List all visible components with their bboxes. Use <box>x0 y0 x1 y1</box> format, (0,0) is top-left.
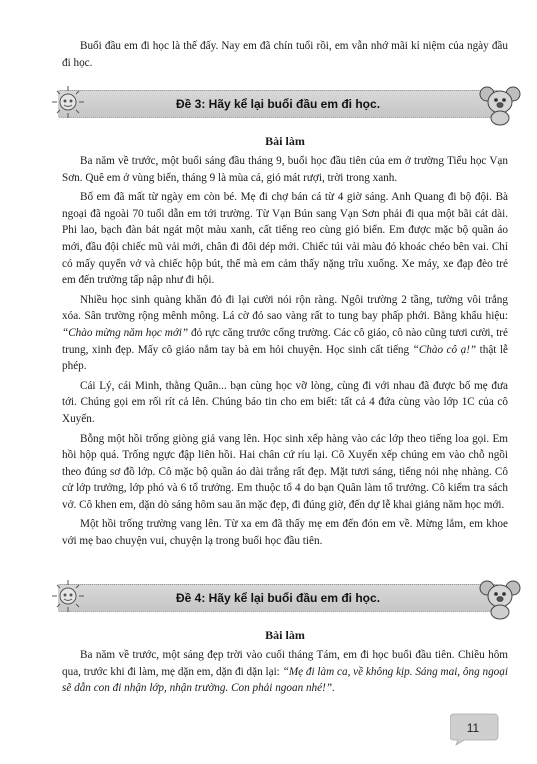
intro-paragraph: Buổi đầu em đi học là thế đấy. Nay em đã chín tuổi rồi, em vẫn nhớ mãi kỉ niệm của ngày đầu đi học. <box>62 40 508 69</box>
section3-body <box>62 153 508 553</box>
section4-heading: Bài làm <box>265 628 305 642</box>
page-number: 11 <box>466 721 480 735</box>
section3-paragraph-2: Bố em đã mất từ ngày em còn bé. Mẹ đi chợ bán cá từ 4 giờ sáng. Anh Quang đi bộ đội. Bà ngoại đã ngoài 70 tuổi dẫn em tới trường. Từ Vạn Bún sang Vạn Sơn phải đi qua một bãi cát dài. Phi lao, bạch đàn bát ngát một màu xanh, cất tiếng reo cùng gió biển. Em được mặc bộ quần áo mới, đầu đội chiếc mũ vải mới, chân đi đôi dép mới. Chiếc túi vải màu đỏ khoác chéo bên vai. Chỉ có mấy quyển vở và chiếc hộp bút, thế mà em cảm thấy nặng trĩu xuống. Xe máy, xe đạp đèo trẻ em đến trường tấp nập như đi hội. <box>62 191 508 287</box>
section3-heading: Bài làm <box>265 134 305 148</box>
section3-banner <box>48 80 518 128</box>
paragraph-text: đỏ rực căng trước cổng trường. Các cô giáo, cô nào cũng tươi cười, trẻ trung, xinh đẹp. Mấy cô giáo nắm tay bà em hỏi chuyện. Học sinh cất tiếng <box>62 326 508 356</box>
mother-quote: “Mẹ đi làm ca, về không kịp. Sáng mai, ông ngoại sẽ dẫn con đi nhận lớp, nhận trường. Con phải ngoan nhé!”. <box>62 665 508 695</box>
paragraph-text: Nhiều học sinh quàng khăn đỏ đi lại cười nói rộn ràng. Ngôi trường 2 tầng, tường vôi trắng xóa. Sân trường rộng mênh mông. Lá cờ đỏ sao vàng rất to tung bay phấp phới. Bằng khẩu hiệu: <box>62 293 508 323</box>
section3-paragraph-3 <box>62 292 508 375</box>
section3-paragraph-1: Ba năm về trước, một buổi sáng đầu tháng 9, buổi học đầu tiên của em ở trường Tiểu học Vạn Sơn. Quê em ở vùng biển, tháng 9 là mùa cá, gió mát rượi, trời trong xanh. <box>62 155 508 184</box>
section3-paragraph-5: Bỗng một hồi trống giòng giả vang lên. Học sinh xếp hàng vào các lớp theo tiếng loa gọi. Em hồi hộp quá. Trống ngực đập liên hồi. Hai chân cứ ríu lại. Cô Xuyến xếp chúng em vào chỗ ngồi theo đúng sơ đồ lớp. Cô mặc bộ quần áo dài trắng rất đẹp. Mặt tươi sáng, tiếng nói nhẹ nhàng. Cô cử lớp trưởng, lớp phó và 6 tổ trưởng. Em thuộc tổ 4 do bạn Quân làm tổ trưởng. Cô kiểm tra sách vở. Cô khen em, dặn dò sáng hôm sau ăn mặc đẹp, đi đúng giờ, đến dự lễ khai giảng năm học mới. <box>62 432 508 511</box>
section4-banner <box>48 574 518 622</box>
paragraph-text: Ba năm về trước, một sáng đẹp trời vào cuối tháng Tám, em đi học buổi đầu tiên. Chiều hôm qua, trước khi đi làm, mẹ dặn em, dặn đi dặn lại: <box>62 649 508 678</box>
section3-paragraph-4: Cái Lý, cái Minh, thằng Quân... bạn cùng học vỡ lòng, cùng đi với nhau đã được bố mẹ đưa tới. Chúng gọi em rối rít cả lên. Chúng báo tin cho em biết: tất cả 4 đứa cùng vào lớp 1C của cô Xuyến. <box>62 379 508 425</box>
paragraph-text: thật lễ phép. <box>62 343 508 373</box>
section4-body <box>62 647 508 700</box>
section3-paragraph-6: Một hồi trống trường vang lên. Từ xa em đã thấy mẹ em đến đón em về. Mừng lắm, em khoe với mẹ bao chuyện vui, chuyện lạ trong buổi học đầu tiên. <box>62 518 508 548</box>
greeting-quote: “Chào cô ạ!” <box>412 343 477 356</box>
slogan-quote: “Chào mừng năm học mới” <box>62 326 189 339</box>
koala-icon <box>478 574 522 620</box>
koala-icon <box>478 80 522 126</box>
intro-paragraph-block <box>62 38 508 74</box>
section3-title: Đề 3: Hãy kể lại buổi đầu em đi học. <box>175 97 381 111</box>
section4-paragraph-1 <box>62 647 508 697</box>
section4-title: Đề 4: Hãy kể lại buổi đầu em đi học. <box>175 591 381 605</box>
